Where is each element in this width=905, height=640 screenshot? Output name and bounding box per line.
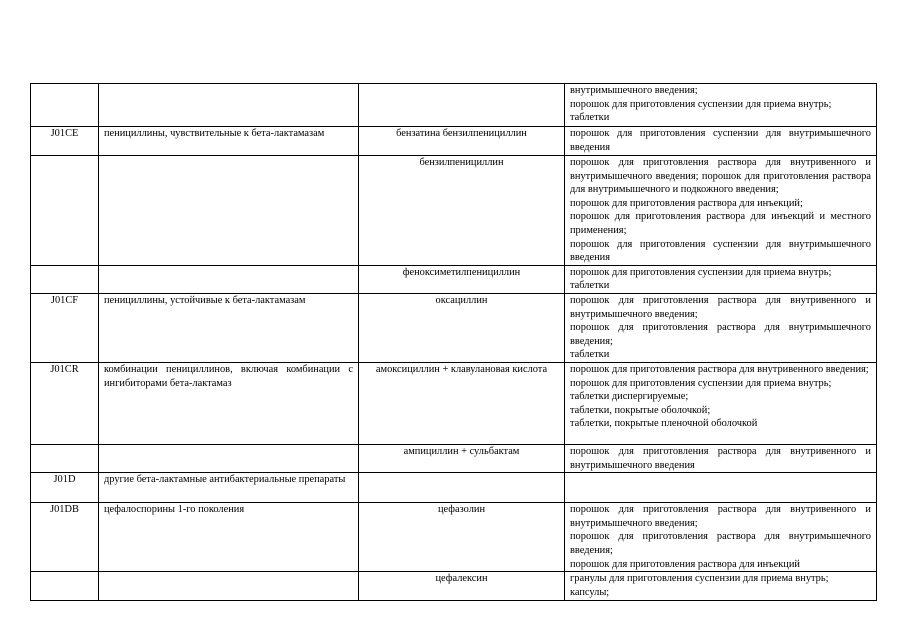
pharm-group-cell: комбинации пенициллинов, включая комбинации с ингибиторами бета-лактамаз xyxy=(99,362,359,444)
dosage-form-line: таблетки диспергируемые; xyxy=(570,391,689,403)
dosage-form-line: таблетки, покрытые оболочкой; xyxy=(570,404,711,416)
dosage-form-line: порошок для приготовления раствора для внутримышечного введения; xyxy=(570,531,871,556)
drug-table xyxy=(30,83,877,601)
atc-code-cell: J01D xyxy=(31,473,99,503)
dosage-form-line: таблетки xyxy=(570,112,610,124)
atc-code-cell xyxy=(31,84,99,127)
dosage-form-line: внутримышечного введения; xyxy=(570,85,698,96)
dosage-forms-cell xyxy=(565,503,877,572)
atc-code-cell xyxy=(31,156,99,266)
dosage-forms-cell xyxy=(565,572,877,601)
dosage-forms-cell xyxy=(565,473,877,503)
table-row xyxy=(31,572,877,601)
dosage-forms-cell xyxy=(565,293,877,362)
drug-name-cell: ампициллин + сульбактам xyxy=(359,444,565,472)
pharm-group-cell xyxy=(99,265,359,293)
dosage-form-line: порошок для приготовления суспензии для приема внутрь; xyxy=(570,266,832,278)
dosage-form-line: гранулы для приготовления суспензии для приема внутрь; xyxy=(570,573,829,585)
drug-table-body xyxy=(31,84,877,601)
dosage-form-line: порошок для приготовления раствора для инъекций и местного применения; xyxy=(570,211,871,236)
dosage-form-line: таблетки, покрытые пленочной оболочкой xyxy=(570,418,758,430)
pharm-group-cell xyxy=(99,572,359,601)
table-row xyxy=(31,444,877,472)
pharm-group-cell: цефалоспорины 1-го поколения xyxy=(99,503,359,572)
atc-code-cell: J01DB xyxy=(31,503,99,572)
drug-name-cell: феноксиметилпенициллин xyxy=(359,265,565,293)
pharm-group-cell: пенициллины, чувствительные к бета-лактамазам xyxy=(99,127,359,156)
dosage-form-line: порошок для приготовления раствора для внутривенного и внутримышечного введения; xyxy=(570,504,871,529)
atc-code-cell: J01CR xyxy=(31,362,99,444)
pharm-group-cell xyxy=(99,84,359,127)
table-row xyxy=(31,362,877,444)
dosage-form-line: порошок для приготовления раствора для внутривенного и внутримышечного введения; порошок для приготовления раствора для внутримышечного и подкожного введения; xyxy=(570,157,871,196)
drug-name-cell xyxy=(359,84,565,127)
atc-code-cell xyxy=(31,572,99,601)
drug-name-cell: цефалексин xyxy=(359,572,565,601)
dosage-form-line: порошок для приготовления раствора для внутривенного введения; xyxy=(570,363,869,375)
atc-code-cell: J01CF xyxy=(31,293,99,362)
dosage-forms-cell xyxy=(565,156,877,266)
dosage-form-line: порошок для приготовления раствора для инъекций; xyxy=(570,197,803,209)
dosage-form-line: порошок для приготовления суспензии для внутримышечного введения xyxy=(570,128,871,153)
dosage-form-line: таблетки xyxy=(570,280,610,292)
dosage-form-line: порошок для приготовления суспензии для приема внутрь; xyxy=(570,98,832,110)
dosage-forms-cell xyxy=(565,127,877,156)
table-row xyxy=(31,127,877,156)
dosage-form-line: порошок для приготовления суспензии для приема внутрь; xyxy=(570,377,832,389)
table-row xyxy=(31,156,877,266)
dosage-forms-cell xyxy=(565,84,877,127)
atc-code-cell: J01CE xyxy=(31,127,99,156)
dosage-forms-cell xyxy=(565,444,877,472)
atc-code-cell xyxy=(31,265,99,293)
drug-name-cell: цефазолин xyxy=(359,503,565,572)
dosage-form-line: порошок для приготовления раствора для инъекций xyxy=(570,558,800,570)
dosage-form-line: порошок для приготовления суспензии для внутримышечного введения xyxy=(570,238,871,264)
table-row xyxy=(31,84,877,127)
drug-name-cell: бензилпенициллин xyxy=(359,156,565,266)
table-row xyxy=(31,293,877,362)
table-row xyxy=(31,265,877,293)
drug-name-cell xyxy=(359,473,565,503)
dosage-form-line: порошок для приготовления раствора для внутримышечного введения; xyxy=(570,322,871,347)
pharm-group-cell: пенициллины, устойчивые к бета-лактамазам xyxy=(99,293,359,362)
drug-name-cell: амоксициллин + клавулановая кислота xyxy=(359,362,565,444)
dosage-forms-cell xyxy=(565,265,877,293)
pharm-group-cell xyxy=(99,444,359,472)
dosage-form-line: порошок для приготовления раствора для внутривенного и внутримышечного введения; xyxy=(570,294,871,320)
dosage-form-line: капсулы; xyxy=(570,586,610,598)
drug-name-cell: бензатина бензилпенициллин xyxy=(359,127,565,156)
pharm-group-cell xyxy=(99,156,359,266)
drug-name-cell: оксациллин xyxy=(359,293,565,362)
atc-code-cell xyxy=(31,444,99,472)
dosage-forms-cell xyxy=(565,362,877,444)
dosage-form-line: таблетки xyxy=(570,349,610,361)
pharm-group-cell: другие бета-лактамные антибактериальные препараты xyxy=(99,473,359,503)
table-row xyxy=(31,473,877,503)
table-row xyxy=(31,503,877,572)
dosage-form-line: порошок для приготовления раствора для внутривенного и внутримышечного введения xyxy=(570,445,871,471)
